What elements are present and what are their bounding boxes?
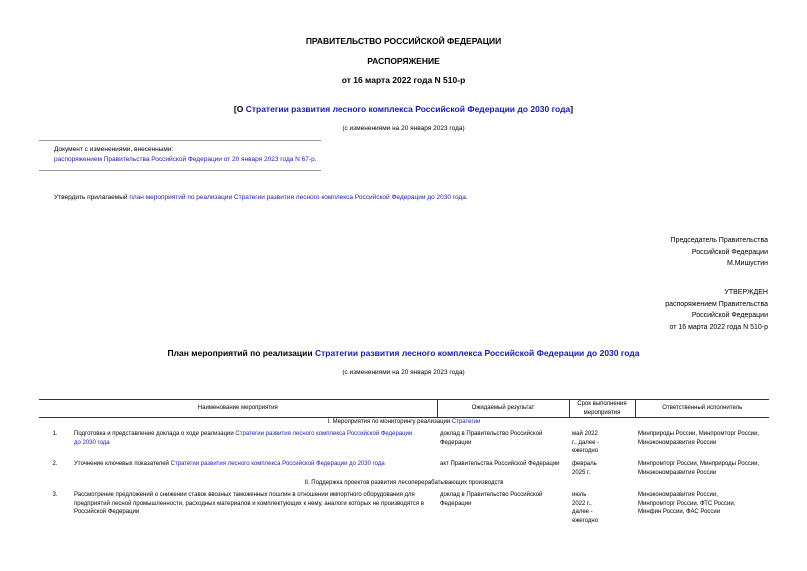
table-row [39, 489, 769, 527]
changes-box-tail: . [314, 156, 317, 163]
row-activity: Рассмотрение предложений о снижении ставок ввозных таможенных пошлин в отношении импортного оборудования для предприятий лесной промышленности, расходных материалов и комплектующих к нему, аналоги которых не производятся в Российской Федерации [74, 492, 424, 516]
row-result: акт Правительства Российской Федерации [440, 460, 560, 467]
table-row [39, 428, 769, 458]
title-bracket-open: [О [233, 104, 246, 114]
approval-stamp-block [665, 287, 768, 333]
signature-position: Председатель Правительства [670, 237, 768, 244]
row-activity [71, 428, 437, 458]
document-date-number: от 16 марта 2022 года N 510-р [341, 75, 466, 85]
signature-country: Российской Федерации [691, 248, 768, 256]
row-executor: Минэкономразвития России, Минпромторг России, ФТС России, Минфин России, ФАС России [638, 492, 736, 516]
plan-amendments-note: (с изменениями на 20 января 2023 года) [342, 369, 465, 376]
row-activity [71, 458, 437, 479]
plan-strategy-link[interactable]: Стратегии развития лесного комплекса Российской Федерации до 2030 года [314, 348, 640, 358]
row-deadline: февраль 2025 г. [572, 460, 597, 476]
approved-country: Российской Федерации [691, 312, 768, 319]
action-plan-link[interactable]: план мероприятий по реализации Стратегии развития лесного комплекса Российской Федерации до 2030 года [129, 194, 466, 201]
row-deadline: июль 2022 г., далее - ежегодно [572, 492, 599, 524]
table-header-row [39, 400, 769, 418]
row-result: доклад в Правительство Российской Федерации [440, 431, 543, 446]
changes-box [54, 145, 317, 165]
plan-title [0, 348, 807, 358]
row-strategy-link[interactable]: Стратегии развития лесного комплекса Российской Федерации до 2030 года [74, 431, 413, 446]
strategy-title-link[interactable]: Стратегии развития лесного комплекса Российской Федерации до 2030 года [245, 104, 571, 114]
row-executor: Минприроды России, Минпромторг России, Минэкономразвития России [638, 431, 760, 446]
amendments-note: (с изменениями на 20 января 2023 года) [342, 125, 465, 132]
document-title [0, 104, 807, 114]
header-result: Ожидаемый результат [437, 400, 569, 418]
table-row [39, 458, 769, 479]
changes-box-intro: Документ с изменениями, внесенными: [54, 146, 174, 153]
section-title [39, 418, 769, 429]
row-number: 3. [52, 492, 58, 499]
section-1-strategy-link[interactable]: Стратегии [451, 419, 481, 426]
approval-sentence [54, 194, 468, 201]
approved-date: от 16 марта 2022 года N 510-р [669, 323, 768, 331]
header-activity: Наименование мероприятия [39, 400, 437, 418]
row-activity-prefix: Уточнение ключевых показателей [74, 460, 171, 467]
row-deadline: май 2022 г., далее - ежегодно [572, 431, 600, 455]
row-number: 2. [52, 460, 58, 467]
row-number: 1. [52, 431, 58, 438]
plan-title-prefix: План мероприятий по реализации [167, 348, 315, 358]
organization-heading: ПРАВИТЕЛЬСТВО РОССИЙСКОЙ ФЕДЕРАЦИИ [305, 36, 502, 46]
header-executor: Ответственный исполнитель [635, 400, 769, 418]
title-bracket-close: ] [570, 104, 574, 114]
row-activity-prefix: Подготовка и представление доклада о ходе реализации [74, 431, 236, 438]
amending-decree-link[interactable]: распоряжением Правительства Российской Федерации от 20 января 2023 года N 67-р [54, 156, 315, 163]
signature-block [671, 235, 768, 270]
approved-label: УТВЕРЖДЕН [724, 289, 768, 296]
row-result: доклад в Правительство Российской Федерации [440, 492, 543, 507]
changes-box-entry [54, 155, 317, 165]
action-plan-table [39, 399, 769, 528]
row-executor: Минпромторг России, Минприроды России, Минэкономразвития России [638, 460, 760, 476]
approval-text-before: Утвердить прилагаемый [54, 194, 130, 201]
document-type: РАСПОРЯЖЕНИЕ [367, 56, 440, 66]
header-deadline: Срок выполнения мероприятия [569, 400, 635, 418]
section-title: II. Поддержка проектов развития лесоперерабатывающих производств [304, 480, 504, 487]
approved-by: распоряжением Правительства [665, 300, 768, 308]
changes-box-top-divider [39, 140, 321, 141]
changes-box-bottom-divider [39, 170, 321, 171]
section-row [39, 479, 769, 489]
section-row [39, 418, 769, 429]
section-1-prefix: I. Мероприятия по мониторингу реализации [327, 419, 452, 426]
row-strategy-link[interactable]: Стратегии развития лесного комплекса Российской Федерации до 2030 года [170, 460, 385, 467]
approval-text-after: . [465, 194, 468, 201]
signature-name: М.Мишустин [726, 260, 768, 267]
